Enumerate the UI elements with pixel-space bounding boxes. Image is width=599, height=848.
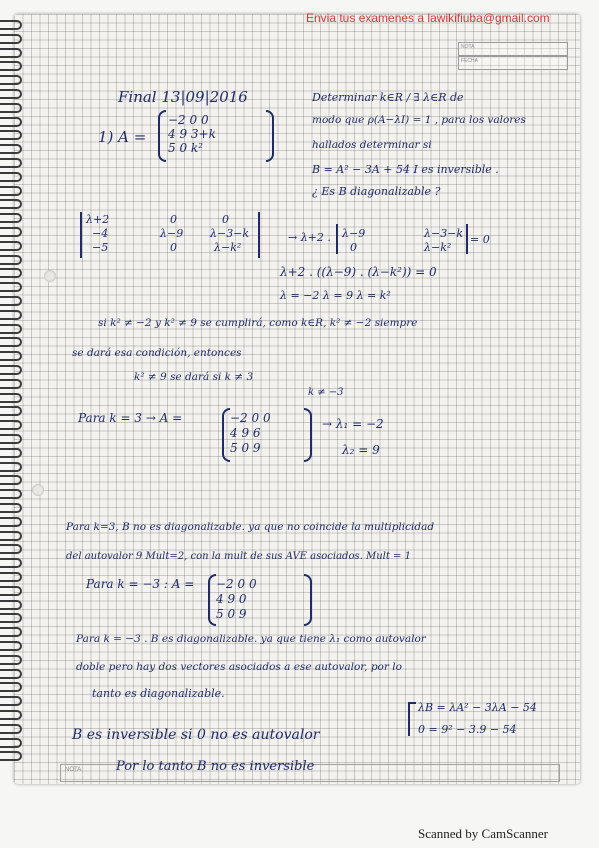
spiral-ring — [0, 130, 22, 140]
punch-hole — [32, 484, 44, 496]
scanner-footer: Scanned by CamScanner — [418, 826, 548, 841]
matrix-bracket-left — [158, 110, 166, 162]
spiral-ring — [0, 310, 22, 320]
problem-question: ¿ Es B diagonalizable ? — [312, 185, 441, 198]
spiral-ring — [0, 503, 22, 513]
spiral-ring — [0, 75, 22, 85]
det-entry: −5 — [92, 241, 109, 254]
spiral-ring — [0, 434, 22, 444]
matrix-bracket-right — [304, 408, 312, 462]
nota-label: NOTA — [461, 44, 475, 50]
problem-statement-line: Determinar k∈R / ∃ λ∈R de — [312, 91, 464, 104]
conclusion-line: Por lo tanto B no es inversible — [116, 759, 315, 774]
spiral-ring — [0, 558, 22, 568]
det-entry: 0 — [170, 241, 177, 254]
spiral-ring — [0, 489, 22, 499]
spiral-ring — [0, 186, 22, 196]
spiral-ring — [0, 613, 22, 623]
spiral-ring — [0, 365, 22, 375]
invertibility-calc: λB = λA² − 3λA − 54 — [418, 701, 537, 714]
det-entry: λ−9 — [160, 227, 184, 240]
paragraph-line: tanto es diagonalizable. — [92, 687, 225, 700]
matrix-bracket-right — [266, 110, 274, 162]
spiral-ring — [0, 324, 22, 334]
det-entry: −4 — [92, 227, 109, 240]
det-entry: λ+2 — [86, 213, 110, 226]
matrix-row: 4 9 0 — [216, 592, 247, 606]
det-entry: λ−9 — [342, 227, 366, 240]
fecha-header-box — [458, 56, 568, 70]
det-entry: 0 — [350, 241, 357, 254]
spiral-ring — [0, 517, 22, 527]
det-entry: λ−3−k — [424, 227, 464, 240]
det-bar-right — [258, 212, 260, 258]
case-km3-label: Para k = −3 : A = — [86, 577, 195, 591]
spiral-ring — [0, 89, 22, 99]
invertibility-line: B es inversible si 0 no es autovalor — [72, 727, 320, 743]
matrix-row: 4 9 3+k — [168, 127, 216, 141]
exam-title: Final 13|09|2016 — [118, 88, 248, 106]
case-k3-result: λ₂ = 9 — [342, 443, 380, 457]
det-bar-left — [80, 212, 82, 258]
paragraph-line: Para k = −3 . B es diagonalizable. ya que tiene λ₁ como autovalor — [76, 633, 426, 645]
fecha-label: FECHA — [461, 58, 478, 64]
spiral-ring — [0, 738, 22, 748]
spiral-ring — [0, 406, 22, 416]
spiral-binding — [0, 20, 22, 780]
spiral-ring — [0, 696, 22, 706]
det-entry: λ−k² — [214, 241, 242, 254]
condition-line: se dará esa condición, entonces — [72, 347, 242, 359]
spiral-ring — [0, 448, 22, 458]
spiral-ring — [0, 103, 22, 113]
bottom-nota-label: NOTA — [65, 767, 82, 773]
case-k3-label: Para k = 3 → A = — [78, 411, 183, 425]
matrix-row: −2 0 0 — [168, 113, 209, 127]
matrix-row: 5 0 k² — [168, 141, 203, 155]
case-k3-result: → λ₁ = −2 — [322, 417, 384, 431]
det-expansion: → λ+2 . — [288, 231, 331, 244]
invertibility-calc: 0 = 9² − 3.9 − 54 — [418, 723, 517, 736]
characteristic-equation: λ+2 . ((λ−9) . (λ−k²)) = 0 — [280, 265, 437, 279]
matrix-row: −2 0 0 — [216, 577, 257, 591]
spiral-ring — [0, 379, 22, 389]
punch-hole — [44, 270, 56, 282]
spiral-ring — [0, 710, 22, 720]
det-entry: 0 — [170, 213, 177, 226]
spiral-ring — [0, 393, 22, 403]
matrix-bracket-right — [304, 574, 312, 626]
spiral-ring — [0, 227, 22, 237]
spiral-ring — [0, 420, 22, 430]
spiral-ring — [0, 117, 22, 127]
spiral-ring — [0, 255, 22, 265]
paragraph-line: doble pero hay dos vectores asociados a ese autovalor, por lo — [76, 661, 402, 673]
problem-statement-line: B = A² − 3A + 54 I es inversible . — [312, 163, 499, 176]
spiral-ring — [0, 199, 22, 209]
det-bar-left — [336, 224, 338, 254]
brace-line — [408, 702, 416, 736]
det-bar-right — [466, 224, 468, 254]
spiral-ring — [0, 61, 22, 71]
spiral-ring — [0, 572, 22, 582]
spiral-ring — [0, 144, 22, 154]
spiral-ring — [0, 724, 22, 734]
spiral-ring — [0, 282, 22, 292]
spiral-ring — [0, 600, 22, 610]
problem-statement-line: modo que ρ(A−λI) = 1 , para los valores — [312, 114, 526, 126]
spiral-ring — [0, 669, 22, 679]
matrix-row: 5 0 9 — [216, 607, 247, 621]
spiral-ring — [0, 655, 22, 665]
spiral-ring — [0, 213, 22, 223]
matrix-bracket-left — [222, 408, 230, 462]
det-entry: 0 — [222, 213, 229, 226]
spiral-ring — [0, 627, 22, 637]
spiral-ring — [0, 682, 22, 692]
spiral-ring — [0, 241, 22, 251]
condition-line: si k² ≠ −2 y k² ≠ 9 se cumplirá, como k∈R, k² ≠ −2 siempre — [98, 317, 418, 329]
matrix-row: 4 9 6 — [230, 426, 261, 440]
nota-header-box — [458, 42, 568, 56]
spiral-ring — [0, 48, 22, 58]
paragraph-line: del autovalor 9 Mult=2, con la mult de sus AVE asociados. Mult = 1 — [66, 551, 411, 562]
problem-statement-line: hallados determinar si — [312, 139, 432, 151]
spiral-ring — [0, 351, 22, 361]
spiral-ring — [0, 20, 22, 30]
spiral-ring — [0, 172, 22, 182]
condition-line: k² ≠ 9 se dará si k ≠ 3 — [134, 371, 254, 383]
spiral-ring — [0, 531, 22, 541]
spiral-ring — [0, 268, 22, 278]
spiral-ring — [0, 158, 22, 168]
spiral-ring — [0, 337, 22, 347]
spiral-ring — [0, 296, 22, 306]
spiral-ring — [0, 544, 22, 554]
spiral-ring — [0, 641, 22, 651]
watermark-email: Envia tus examenes a lawikifiuba@gmail.com — [306, 11, 550, 25]
roots-line: λ = −2 λ = 9 λ = k² — [280, 289, 391, 302]
matrix-row: 5 0 9 — [230, 441, 261, 455]
det-entry: λ−k² — [424, 241, 452, 254]
det-entry: λ−3−k — [210, 227, 250, 240]
spiral-ring — [0, 586, 22, 596]
spiral-ring — [0, 475, 22, 485]
spiral-ring — [0, 462, 22, 472]
det-equals: = 0 — [470, 233, 490, 246]
condition-line: k ≠ −3 — [308, 387, 344, 398]
spiral-ring — [0, 751, 22, 761]
item-label: 1) A = — [98, 128, 147, 146]
matrix-row: −2 0 0 — [230, 411, 271, 425]
paragraph-line: Para k=3, B no es diagonalizable. ya que no coincide la multiplicidad — [66, 521, 435, 533]
matrix-bracket-left — [208, 574, 216, 626]
spiral-ring — [0, 34, 22, 44]
